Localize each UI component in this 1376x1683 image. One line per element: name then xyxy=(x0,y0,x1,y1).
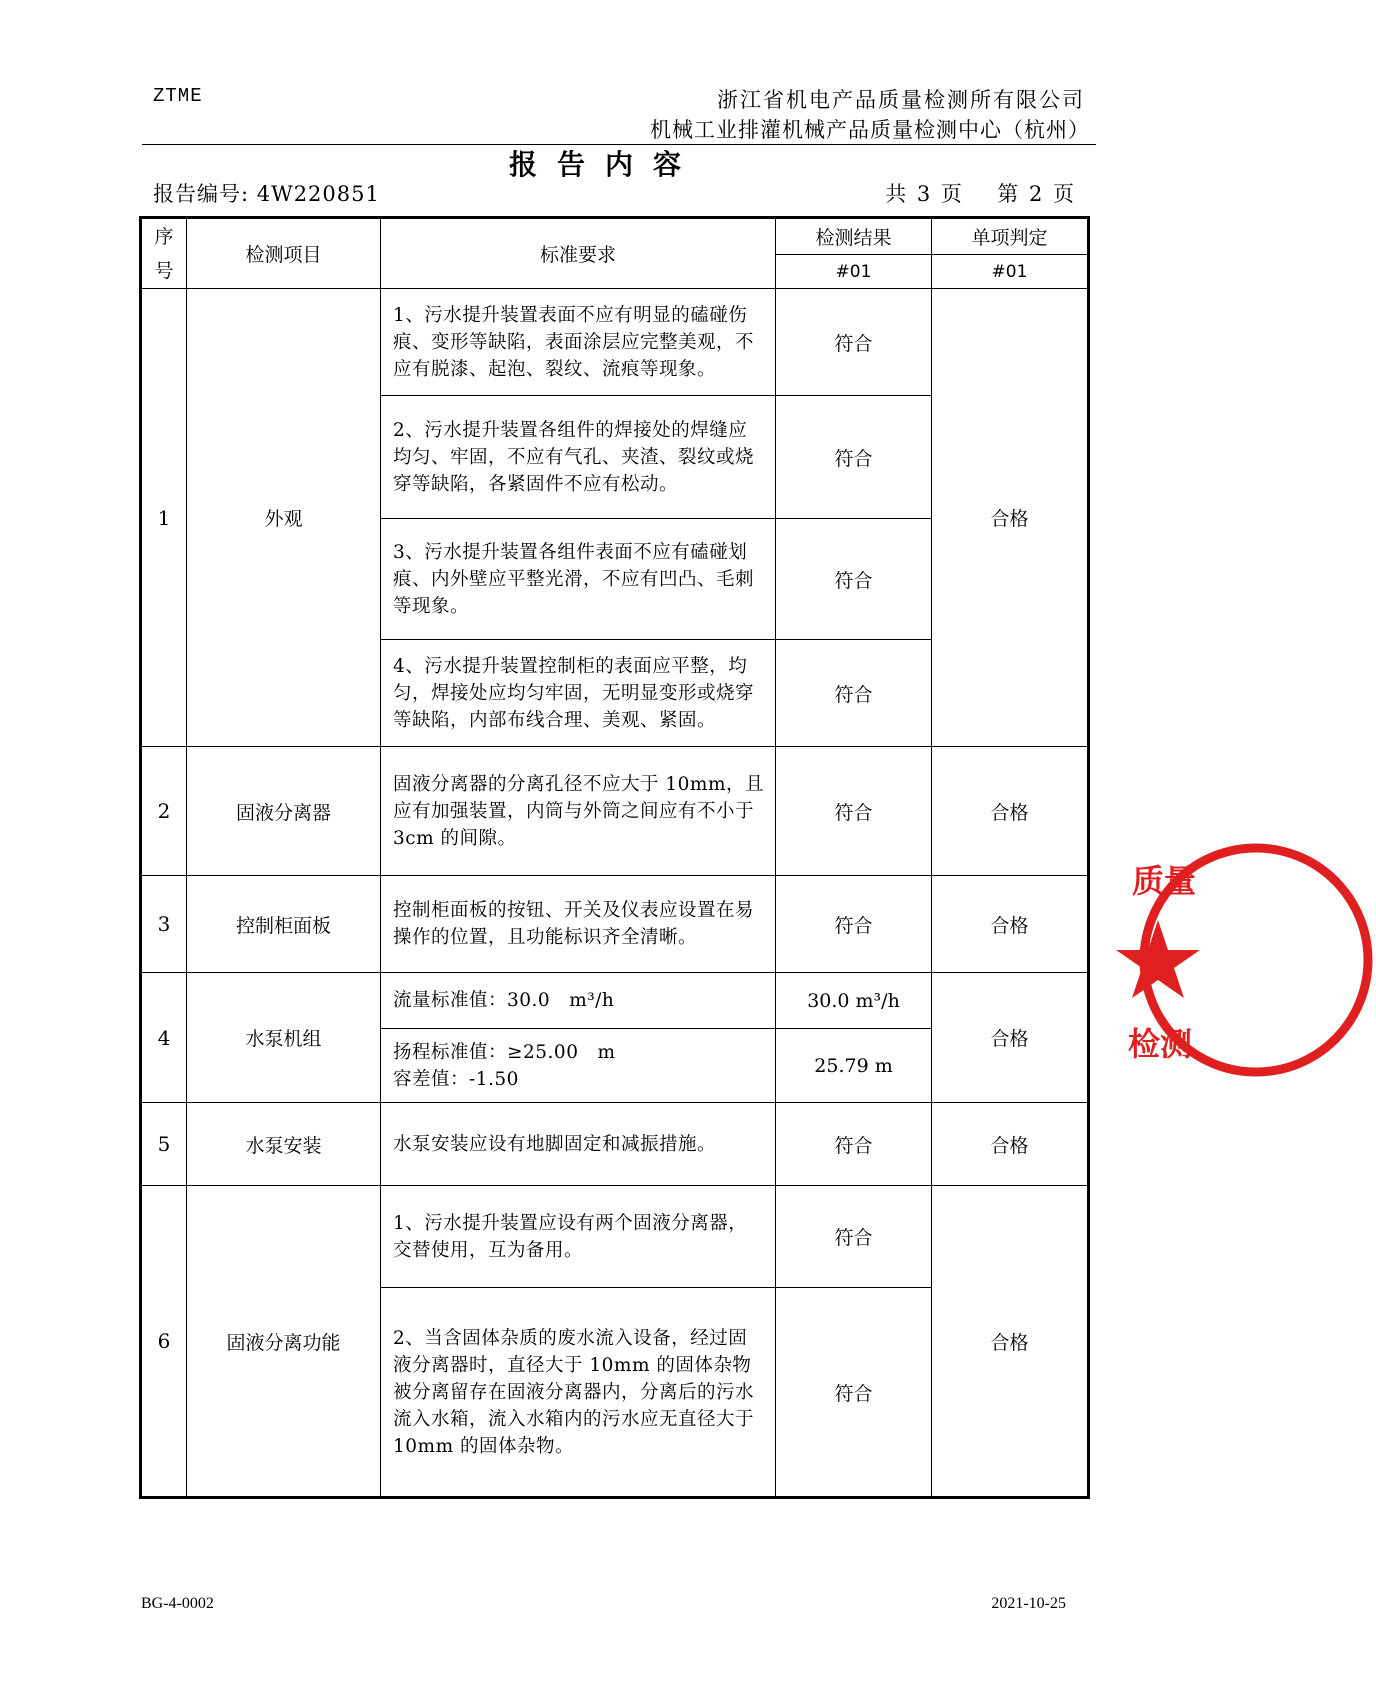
page-current: 第 2 页 xyxy=(997,182,1076,206)
result-cell: 符合 xyxy=(776,747,932,876)
star-icon xyxy=(1116,920,1200,998)
result-cell: 30.0 m³/h xyxy=(776,973,932,1029)
header-result: 检测结果 xyxy=(776,218,932,255)
head-standard: 扬程标准值：≥25.00 m xyxy=(393,1041,616,1063)
org-name: 浙江省机电产品质量检测所有限公司 xyxy=(717,88,1085,112)
requirement-text: 4、污水提升装置控制柜的表面应平整，均匀，焊接处应均匀牢固，无明显变形或烧穿等缺陷，内部布线合理、美观、紧固。 xyxy=(381,640,776,747)
row-item: 外观 xyxy=(187,289,381,747)
row-seq: 3 xyxy=(141,876,187,973)
header-standard: 标准要求 xyxy=(381,218,776,289)
header-seq: 序号 xyxy=(141,218,187,289)
verdict-cell: 合格 xyxy=(932,289,1089,747)
header-verdict: 单项判定 xyxy=(932,218,1089,255)
requirement-text: 2、污水提升装置各组件的焊接处的焊缝应均匀、牢固，不应有气孔、夹渣、裂纹或烧穿等缺陷，各紧固件不应有松动。 xyxy=(381,396,776,519)
page-total: 共 3 页 xyxy=(885,182,964,206)
verdict-cell: 合格 xyxy=(932,1103,1089,1186)
row-item: 控制柜面板 xyxy=(187,876,381,973)
requirement-text: 控制柜面板的按钮、开关及仪表应设置在易操作的位置，且功能标识齐全清晰。 xyxy=(381,876,776,973)
report-number: 报告编号: 4W220851 xyxy=(153,182,380,206)
inspection-table xyxy=(139,216,1090,1499)
table-row xyxy=(141,1186,1089,1288)
result-cell: 符合 xyxy=(776,1186,932,1288)
result-cell: 25.79 m xyxy=(776,1029,932,1103)
row-item: 水泵机组 xyxy=(187,973,381,1103)
page-title: 报告内容 xyxy=(508,148,701,181)
table-row xyxy=(141,747,1089,876)
form-code: BG-4-0002 xyxy=(141,1595,214,1612)
verdict-cell: 合格 xyxy=(932,973,1089,1103)
requirement-text: 1、污水提升装置应设有两个固液分离器，交替使用，互为备用。 xyxy=(381,1186,776,1288)
row-seq: 6 xyxy=(141,1186,187,1498)
seal-text-bottom: 检测 xyxy=(1128,1025,1193,1063)
requirement-text: 水泵安装应设有地脚固定和减振措施。 xyxy=(381,1103,776,1186)
header-result-sample: #01 xyxy=(776,255,932,289)
tolerance: 容差值：-1.50 xyxy=(393,1068,519,1090)
table-row xyxy=(141,973,1089,1029)
requirement-text: 固液分离器的分离孔径不应大于 10mm，且应有加强装置，内筒与外筒之间应有不小于 3cm 的间隙。 xyxy=(381,747,776,876)
requirement-text: 3、污水提升装置各组件表面不应有磕碰划痕、内外壁应平整光滑，不应有凹凸、毛刺等现象。 xyxy=(381,519,776,640)
result-cell: 符合 xyxy=(776,396,932,519)
requirement-text: 流量标准值：30.0 m³/h xyxy=(381,973,776,1029)
header-code: ZTME xyxy=(153,85,203,107)
table-row xyxy=(141,289,1089,396)
result-cell: 符合 xyxy=(776,289,932,396)
row-seq: 2 xyxy=(141,747,187,876)
row-item: 水泵安装 xyxy=(187,1103,381,1186)
result-cell: 符合 xyxy=(776,640,932,747)
verdict-cell: 合格 xyxy=(932,747,1089,876)
requirement-text: 1、污水提升装置表面不应有明显的磕碰伤痕、变形等缺陷，表面涂层应完整美观，不应有脱漆、起泡、裂纹、流痕等现象。 xyxy=(381,289,776,396)
table-row xyxy=(141,1103,1089,1186)
official-seal xyxy=(1128,840,1376,1080)
row-seq: 4 xyxy=(141,973,187,1103)
verdict-cell: 合格 xyxy=(932,1186,1089,1498)
table-row xyxy=(141,876,1089,973)
result-cell: 符合 xyxy=(776,876,932,973)
page-info xyxy=(881,178,1080,208)
result-cell: 符合 xyxy=(776,519,932,640)
seal-text-top: 质量 xyxy=(1132,862,1197,900)
row-item: 固液分离功能 xyxy=(187,1186,381,1498)
verdict-cell: 合格 xyxy=(932,876,1089,973)
header-item: 检测项目 xyxy=(187,218,381,289)
footer-date: 2021-10-25 xyxy=(991,1595,1066,1612)
requirement-text xyxy=(381,1029,776,1103)
row-seq: 1 xyxy=(141,289,187,747)
result-cell: 符合 xyxy=(776,1288,932,1498)
row-seq: 5 xyxy=(141,1103,187,1186)
row-item: 固液分离器 xyxy=(187,747,381,876)
header-verdict-sample: #01 xyxy=(932,255,1089,289)
requirement-text: 2、当含固体杂质的废水流入设备，经过固液分离器时，直径大于 10mm 的固体杂物被分离留存在固液分离器内，分离后的污水流入水箱，流入水箱内的污水应无直径大于 10mm 的固体杂物。 xyxy=(381,1288,776,1498)
result-cell: 符合 xyxy=(776,1103,932,1186)
org-center-name: 机械工业排灌机械产品质量检测中心（杭州） xyxy=(650,118,1090,142)
